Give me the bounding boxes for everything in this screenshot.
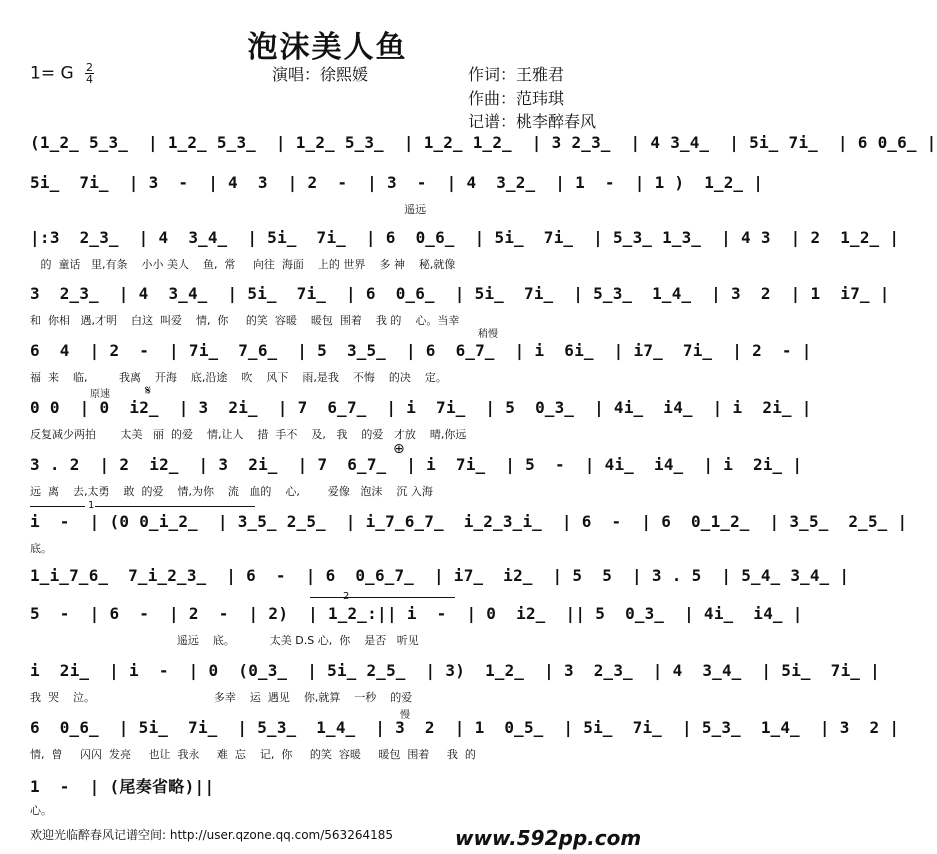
notation-line: 0 0 | 0 i2̲ | 3 2i̲ | 7 6̲7̲ | i 7i̲ | 5 0̲3̲ | 4i̲ i4̲ | i 2i̲ |	[30, 398, 812, 417]
tempo-marking-slower: 稍慢	[478, 329, 498, 340]
score-row-3	[0, 228, 900, 284]
song-title: 泡沫美人鱼	[247, 30, 408, 65]
lyric-line: 底。	[30, 542, 52, 555]
composer-credit: 作曲：范玮琪	[468, 89, 565, 108]
volta-2-bracket	[310, 597, 455, 598]
time-signature-numerator: 2	[86, 61, 94, 74]
volta-1-bracket-right	[95, 506, 255, 507]
lyricist-credit: 作词：王雅君	[468, 65, 565, 84]
singer-credit: 演唱：徐熙媛	[272, 65, 369, 84]
notation-line: 1 - | (尾奏省略)||	[30, 777, 215, 796]
transcriber-credit: 记谱：桃李醉春风	[468, 112, 597, 131]
notation-line: i - | (0 0̲i̲2̲ | 3̲5̲ 2̲5̲ | i̲7̲6̲7̲ i̲2̲3̲i̲ | 6 - | 6 0̲1̲2̲ | 3̲5̲ 2̲5̲ |	[30, 512, 908, 531]
footer-credit: 欢迎光临醉春风记谱空间: http://user.qzone.qq.com/563264185	[30, 828, 394, 842]
volta-1-bracket	[30, 506, 85, 507]
notation-line: 5i̲ 7i̲ | 3 - | 4 3 | 2 - | 3 - | 4 3̲2̲ | 1 - | 1 ) 1̲2̲ |	[30, 173, 764, 192]
notation-line: 3 . 2 | 2 i2̲ | 3 2i̲ | 7 6̲7̲ | i 7i̲ | 5 - | 4i̲ i4̲ | i 2i̲ |	[30, 455, 803, 474]
notation-line: (1̲2̲ 5̲3̲ | 1̲2̲ 5̲3̲ | 1̲2̲ 5̲3̲ | 1̲2̲ 1̲2̲ | 3 2̲3̲ | 4 3̲4̲ | 5i̲ 7i̲ | 6 0̲6̲ |	[30, 133, 937, 152]
coda-sign: ⊕	[393, 441, 405, 457]
lyric-line: 远 离 去,太勇 敢 的爱 情,为你 流 血的 心, 爱像 泡沫 沉 入海	[30, 485, 433, 498]
lyric-line: 心。	[30, 804, 52, 817]
score-row-7	[0, 455, 803, 511]
time-signature-denominator: 4	[86, 73, 94, 86]
lyric-line: 和 你相 遇,才明 白这 叫爱 情, 你 的笑 容暖 暖包 围着 我 的 心。当幸	[30, 314, 460, 327]
score-row-6	[0, 398, 812, 454]
notation-line: 1̲i̲7̲6̲ 7̲i̲2̲3̲ | 6 - | 6 0̲6̲7̲ | i7̲ i2̲ | 5 5 | 3 . 5 | 5̲4̲ 3̲4̲ |	[30, 566, 850, 585]
score-row-4	[0, 284, 890, 340]
score-row-10	[0, 604, 803, 660]
notation-line: 6 0̲6̲ | 5i̲ 7i̲ | 5̲3̲ 1̲4̲ | 3 2 | 1 0̲5̲ | 5i̲ 7i̲ | 5̲3̲ 1̲4̲ | 3 2 |	[30, 718, 900, 737]
notation-line: 5 - | 6 - | 2 - | 2) | 1̲2̲:|| i - | 0 i2̲ || 5 0̲3̲ | 4i̲ i4̲ |	[30, 604, 803, 623]
lyric-line: 的 童话 里,有条 小小 美人 鱼, 常 向往 海面 上的 世界 多 神 秘,就像	[30, 258, 456, 271]
lyric-line: 福 来 临, 我离 开海 底,沿途 吹 风下 雨,是我 不悔 的决 定。	[30, 371, 447, 384]
score-row-13	[0, 774, 655, 830]
tempo-marking-original: 原速	[90, 389, 110, 400]
score-row-12	[0, 718, 900, 774]
tempo-marking-slow: 慢	[400, 710, 410, 721]
volta-1-label: 1	[88, 500, 95, 511]
notation-line: 6 4 | 2 - | 7i̲ 7̲6̲ | 5 3̲5̲ | 6 6̲7̲ | i 6i̲ | i7̲ 7i̲ | 2 - |	[30, 341, 812, 360]
notation-line: 3 2̲3̲ | 4 3̲4̲ | 5i̲ 7i̲ | 6 0̲6̲ | 5i̲ 7i̲ | 5̲3̲ 1̲4̲ | 3 2 | 1 i7̲ |	[30, 284, 890, 303]
key-signature	[30, 62, 94, 85]
segno-sign: 𝄋	[145, 383, 152, 399]
lyric-line: 遥远 底。 太美 D.S 心, 你 是否 听见	[30, 634, 419, 647]
score-row-8	[0, 512, 908, 568]
lyric-line: 我 哭 泣。 多幸 运 遇见 你,就算 一秒 的爱	[30, 691, 413, 704]
lyric-line: 反复减少两拍 太美 丽 的爱 情,让人 措 手不 及, 我 的爱 才放 晴,你远	[30, 428, 467, 441]
notation-line: i 2i̲ | i - | 0 (0̲3̲ | 5i̲ 2̲5̲ | 3) 1̲2̲ | 3 2̲3̲ | 4 3̲4̲ | 5i̲ 7i̲ |	[30, 661, 881, 680]
key-label: 1= G	[30, 63, 74, 84]
lyric-line: 情, 曾 闪闪 发亮 也让 我永 难 忘 记, 你 的笑 容暖 暖包 围着 我 的	[30, 748, 476, 761]
score-row-11	[0, 661, 881, 717]
notation-line: |:3 2̲3̲ | 4 3̲4̲ | 5i̲ 7i̲ | 6 0̲6̲ | 5i̲ 7i̲ | 5̲3̲ 1̲3̲ | 4 3 | 2 1̲2̲ |	[30, 228, 900, 247]
lyric-line: 遥远	[30, 203, 427, 216]
score-row-2	[0, 173, 764, 229]
time-signature	[85, 62, 94, 85]
site-watermark: www.592pp.com	[455, 826, 642, 850]
